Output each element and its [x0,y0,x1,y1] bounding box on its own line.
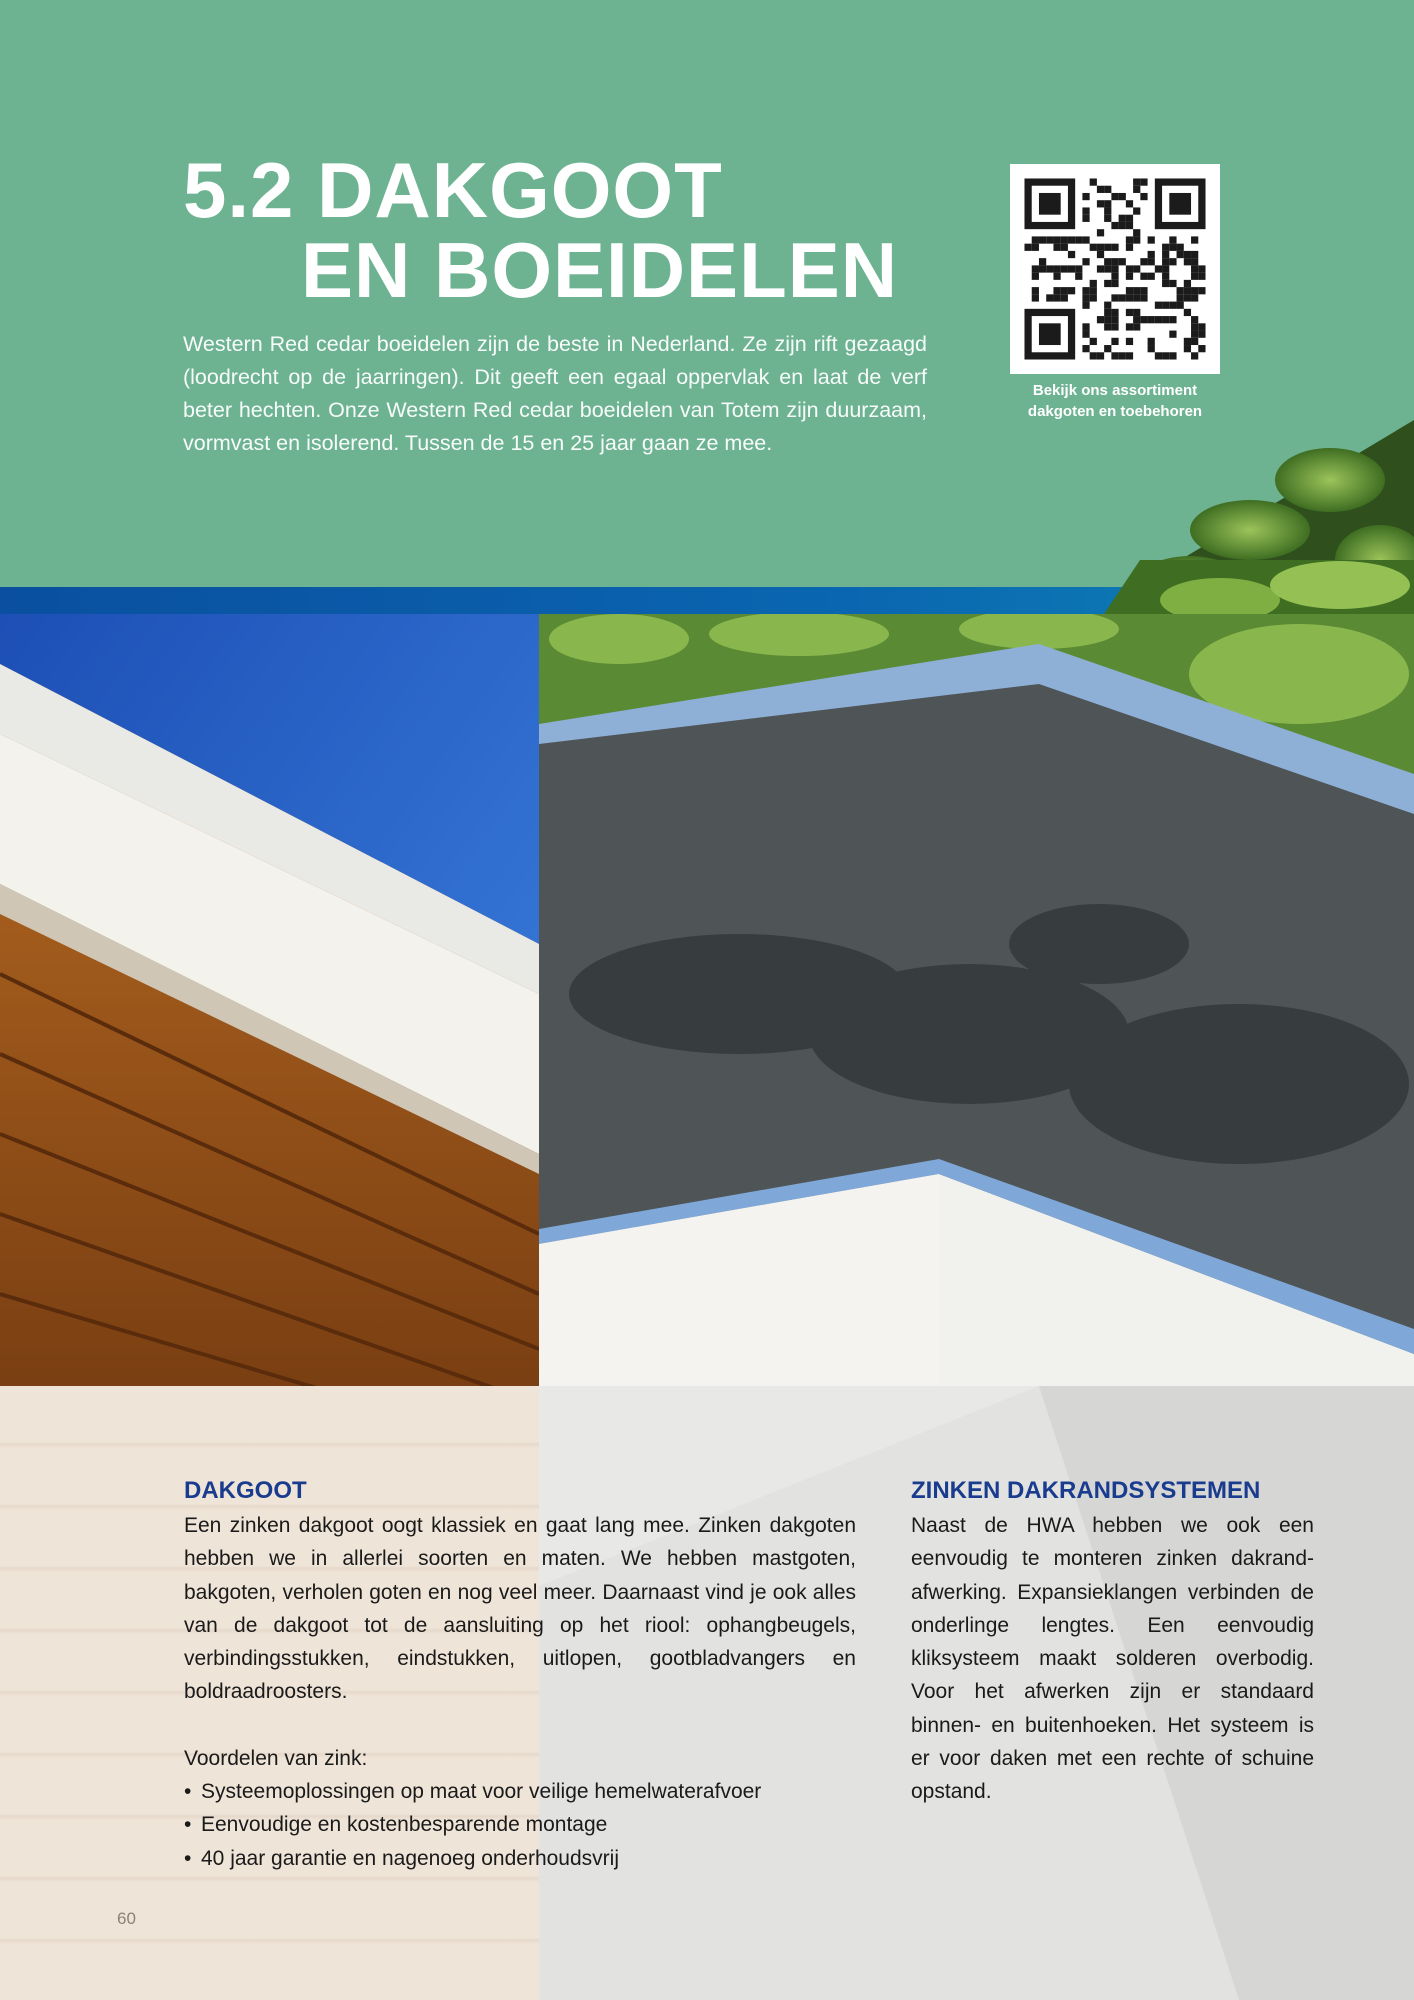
qr-caption-line-1: Bekijk ons assortiment [1032,382,1198,399]
list-item: • 40 jaar garantie en nagenoeg onderhoudsvrij [184,1842,874,1875]
zinken-dakrandsystemen-heading: ZINKEN DAKRANDSYSTEMEN [911,1477,1261,1504]
page-title [183,146,899,314]
cedar-fascia-photo [0,614,539,1386]
title-line-1: 5.2 DAKGOOT [183,146,723,234]
advantages-label: Voordelen van zink: [184,1747,368,1770]
dakgoot-heading: DAKGOOT [184,1477,307,1504]
page-number: 60 [117,1909,136,1928]
leaves-strip-overlap [1100,560,1414,620]
zinken-paragraph: Naast de HWA hebben we ook een eenvoudig te monteren zinken dakrand-afwerking. Expansieklangen verbinden de onderlinge lengtes. Een eenvoudig kliksysteem maakt solderen overbodig. Voor het afwerken zijn er standaard binnen- en buitenhoeken. Het systeem is er voor daken met een rechte of schuine opstand. [911,1514,1314,1804]
title-line-2: EN BOEIDELEN [301,226,899,314]
list-item: • Systeemoplossingen op maat voor veilige hemelwaterafvoer [184,1775,874,1808]
intro-paragraph: Western Red cedar boeidelen zijn de beste in Nederland. Ze zijn rift gezaagd (loodrecht op de jaarringen). Dit geeft een egaal oppervlak en laat de verf beter hechten. Onze Western Red cedar boeidelen van Totem zijn duurzaam, vormvast en isolerend. Tussen de 15 en 25 jaar gaan ze mee. [183,332,927,455]
qr-caption-line-2: dakgoten en toebehoren [1027,403,1203,420]
qr-caption [990,380,1240,422]
qr-code-icon [1010,164,1220,374]
zinc-roof-edge-photo [539,614,1414,1386]
dakgoot-paragraph: Een zinken dakgoot oogt klassiek en gaat lang mee. Zinken dakgoten hebben we in allerlei soorten en maten. We hebben mastgoten, bakgoten, verholen goten en nog veel meer. Daarnaast vind je ook alles van de dakgoot tot de aansluiting op het riool: ophangbeugels, verbindingsstukken, eindstukken, uitlopen, gootbladvangers en boldraadroosters. [184,1514,856,1704]
advantages-list [184,1775,874,1875]
list-item: • Eenvoudige en kostenbesparende montage [184,1808,874,1841]
qr-code[interactable] [1010,164,1220,374]
